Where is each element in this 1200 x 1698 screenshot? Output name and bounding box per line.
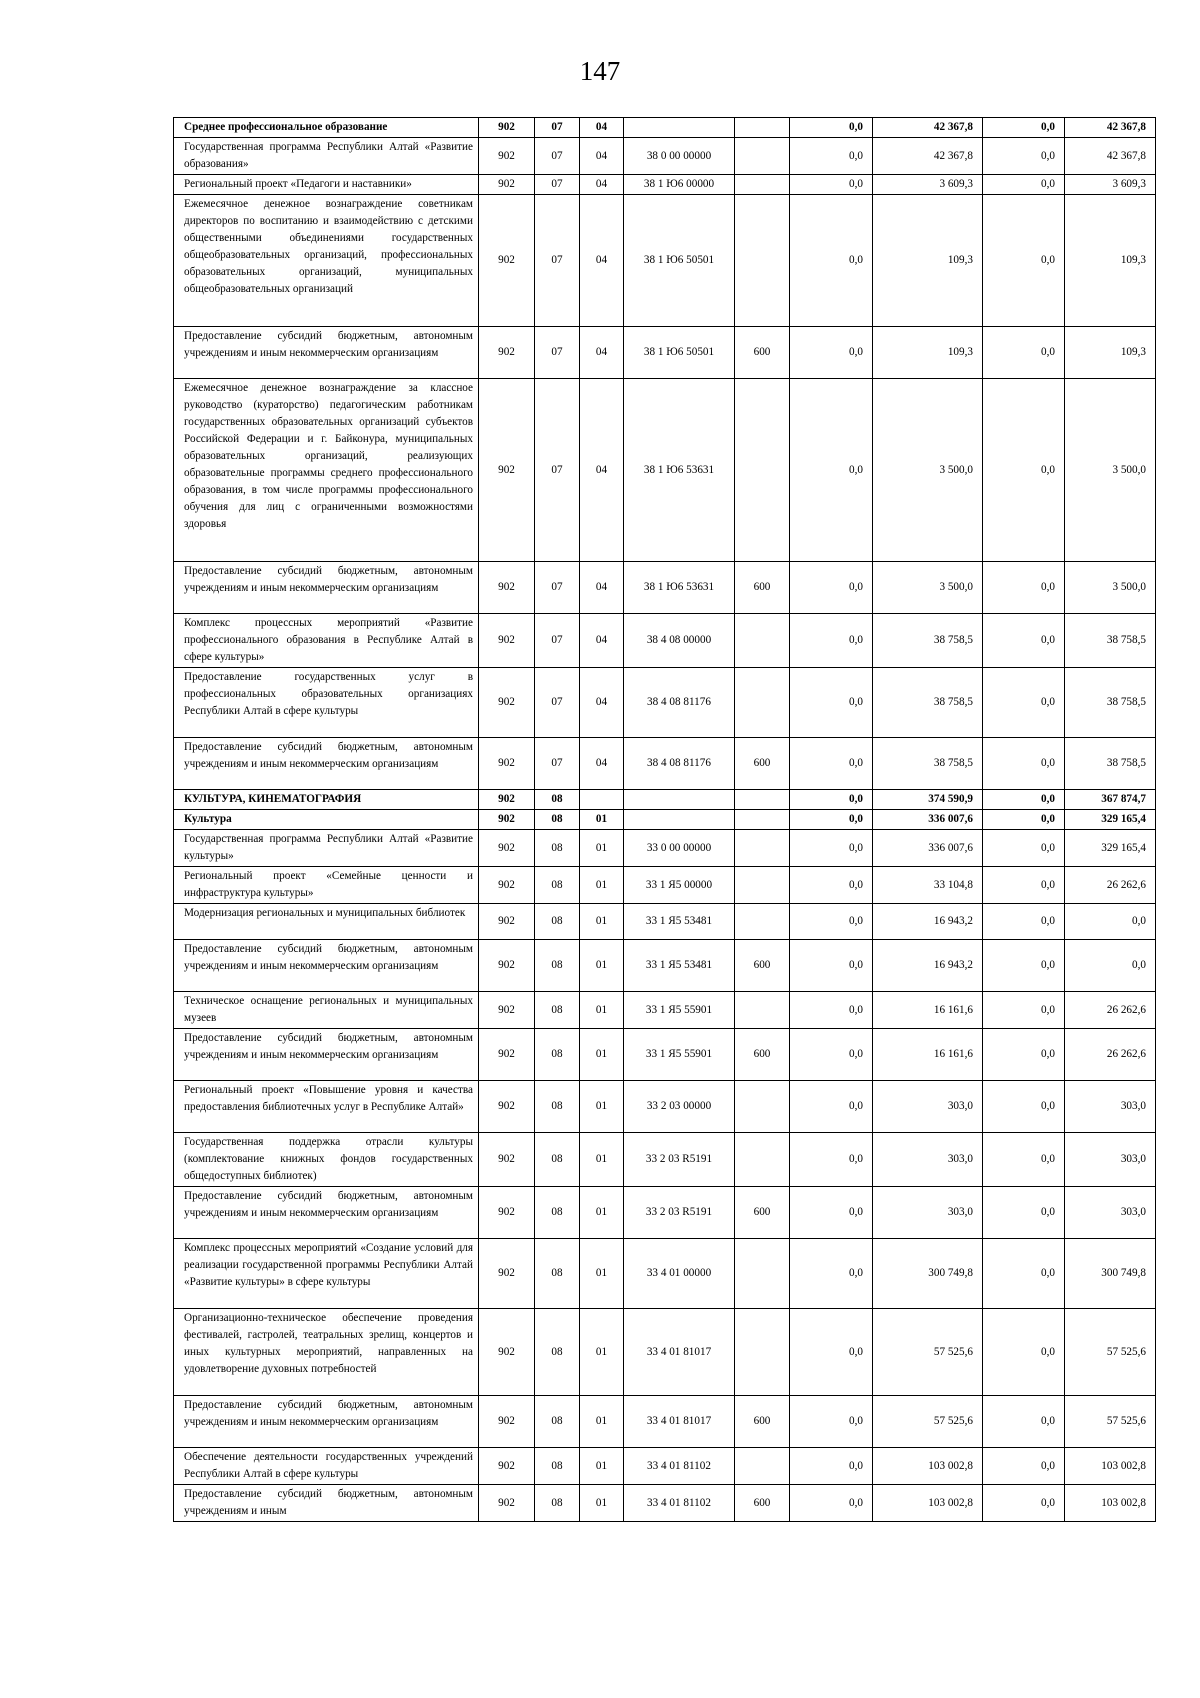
cell-amount-2: 16 161,6 [873, 1029, 983, 1081]
cell-target-article [624, 790, 735, 810]
cell-amount-3: 0,0 [983, 327, 1065, 379]
cell-amount-4: 0,0 [1065, 940, 1156, 992]
cell-grbs: 902 [479, 790, 535, 810]
cell-expense-type [735, 1309, 790, 1396]
cell-subsection: 04 [580, 195, 624, 327]
row-name: Государственная программа Республики Алтай «Развитие культуры» [174, 830, 479, 867]
table-row [174, 790, 1156, 810]
cell-expense-type [735, 1448, 790, 1485]
table-row [174, 562, 1156, 614]
row-name: Предоставление субсидий бюджетным, автономным учреждениям и иным некоммерческим организациям [174, 940, 479, 992]
row-name: КУЛЬТУРА, КИНЕМАТОГРАФИЯ [174, 790, 479, 810]
cell-section: 08 [535, 992, 580, 1029]
cell-subsection: 01 [580, 1485, 624, 1522]
cell-expense-type [735, 1133, 790, 1187]
cell-target-article: 33 1 Я5 53481 [624, 940, 735, 992]
cell-expense-type: 600 [735, 562, 790, 614]
cell-amount-1: 0,0 [790, 904, 873, 940]
cell-expense-type: 600 [735, 1187, 790, 1239]
cell-grbs: 902 [479, 738, 535, 790]
cell-subsection: 04 [580, 327, 624, 379]
cell-section: 08 [535, 1485, 580, 1522]
cell-section: 08 [535, 867, 580, 904]
cell-grbs: 902 [479, 867, 535, 904]
cell-section: 08 [535, 1396, 580, 1448]
table-row [174, 379, 1156, 562]
cell-amount-1: 0,0 [790, 1448, 873, 1485]
cell-amount-3: 0,0 [983, 1309, 1065, 1396]
cell-amount-4: 3 609,3 [1065, 175, 1156, 195]
cell-target-article: 33 2 03 00000 [624, 1081, 735, 1133]
table-row [174, 118, 1156, 138]
cell-amount-4: 0,0 [1065, 904, 1156, 940]
cell-grbs: 902 [479, 614, 535, 668]
cell-amount-1: 0,0 [790, 1309, 873, 1396]
cell-amount-1: 0,0 [790, 867, 873, 904]
cell-subsection: 01 [580, 940, 624, 992]
cell-amount-4: 3 500,0 [1065, 379, 1156, 562]
cell-section: 08 [535, 1029, 580, 1081]
cell-expense-type [735, 830, 790, 867]
cell-grbs: 902 [479, 1029, 535, 1081]
cell-amount-4: 42 367,8 [1065, 118, 1156, 138]
cell-amount-1: 0,0 [790, 614, 873, 668]
cell-expense-type [735, 1239, 790, 1309]
cell-grbs: 902 [479, 1081, 535, 1133]
cell-subsection: 01 [580, 1309, 624, 1396]
table-row [174, 1081, 1156, 1133]
cell-amount-2: 57 525,6 [873, 1309, 983, 1396]
cell-amount-3: 0,0 [983, 1239, 1065, 1309]
cell-grbs: 902 [479, 1309, 535, 1396]
cell-amount-3: 0,0 [983, 1133, 1065, 1187]
row-name: Ежемесячное денежное вознаграждение советникам директоров по воспитанию и взаимодействию с детскими общественными объединениями государственных общеобразовательных организаций, профессиональных образовательных организаций, муниципальных общеобразовательных организаций [174, 195, 479, 327]
row-name: Предоставление субсидий бюджетным, автономным учреждениям и иным некоммерческим организациям [174, 738, 479, 790]
cell-amount-4: 57 525,6 [1065, 1309, 1156, 1396]
cell-expense-type [735, 195, 790, 327]
cell-target-article: 33 4 01 81102 [624, 1485, 735, 1522]
cell-section: 08 [535, 1448, 580, 1485]
cell-amount-3: 0,0 [983, 1187, 1065, 1239]
cell-amount-3: 0,0 [983, 175, 1065, 195]
cell-target-article: 33 1 Я5 55901 [624, 992, 735, 1029]
cell-expense-type: 600 [735, 1029, 790, 1081]
cell-grbs: 902 [479, 904, 535, 940]
cell-amount-3: 0,0 [983, 195, 1065, 327]
cell-amount-1: 0,0 [790, 1029, 873, 1081]
cell-section: 07 [535, 614, 580, 668]
cell-section: 08 [535, 940, 580, 992]
cell-amount-1: 0,0 [790, 738, 873, 790]
table-row [174, 327, 1156, 379]
cell-subsection: 01 [580, 1133, 624, 1187]
cell-section: 08 [535, 1081, 580, 1133]
cell-target-article: 38 1 Ю6 53631 [624, 379, 735, 562]
cell-target-article: 33 2 03 R5191 [624, 1133, 735, 1187]
cell-target-article: 38 1 Ю6 00000 [624, 175, 735, 195]
cell-amount-4: 26 262,6 [1065, 1029, 1156, 1081]
cell-section: 08 [535, 790, 580, 810]
cell-subsection: 01 [580, 1187, 624, 1239]
cell-section: 08 [535, 1187, 580, 1239]
cell-subsection: 04 [580, 138, 624, 175]
cell-subsection: 01 [580, 904, 624, 940]
cell-amount-4: 300 749,8 [1065, 1239, 1156, 1309]
cell-amount-2: 303,0 [873, 1187, 983, 1239]
cell-amount-2: 103 002,8 [873, 1485, 983, 1522]
cell-amount-1: 0,0 [790, 1133, 873, 1187]
cell-amount-2: 109,3 [873, 195, 983, 327]
table-row [174, 1485, 1156, 1522]
cell-amount-3: 0,0 [983, 1029, 1065, 1081]
cell-grbs: 902 [479, 562, 535, 614]
cell-target-article [624, 118, 735, 138]
cell-amount-3: 0,0 [983, 790, 1065, 810]
cell-section: 07 [535, 138, 580, 175]
cell-grbs: 902 [479, 175, 535, 195]
cell-amount-3: 0,0 [983, 867, 1065, 904]
cell-amount-3: 0,0 [983, 668, 1065, 738]
cell-target-article: 33 4 01 00000 [624, 1239, 735, 1309]
cell-grbs: 902 [479, 1396, 535, 1448]
cell-amount-4: 57 525,6 [1065, 1396, 1156, 1448]
row-name: Региональный проект «Педагоги и наставники» [174, 175, 479, 195]
cell-target-article: 33 1 Я5 00000 [624, 867, 735, 904]
cell-amount-1: 0,0 [790, 118, 873, 138]
cell-amount-2: 303,0 [873, 1081, 983, 1133]
table-row [174, 738, 1156, 790]
cell-amount-4: 103 002,8 [1065, 1448, 1156, 1485]
cell-amount-2: 300 749,8 [873, 1239, 983, 1309]
cell-subsection: 01 [580, 1396, 624, 1448]
cell-grbs: 902 [479, 992, 535, 1029]
cell-expense-type [735, 614, 790, 668]
cell-amount-1: 0,0 [790, 1239, 873, 1309]
cell-amount-2: 38 758,5 [873, 614, 983, 668]
row-name: Государственная программа Республики Алтай «Развитие образования» [174, 138, 479, 175]
cell-amount-1: 0,0 [790, 790, 873, 810]
cell-amount-4: 38 758,5 [1065, 614, 1156, 668]
row-name: Предоставление государственных услуг в профессиональных образовательных организациях Республики Алтай в сфере культуры [174, 668, 479, 738]
cell-amount-4: 303,0 [1065, 1187, 1156, 1239]
cell-amount-3: 0,0 [983, 379, 1065, 562]
cell-amount-4: 109,3 [1065, 327, 1156, 379]
row-name: Региональный проект «Семейные ценности и инфраструктура культуры» [174, 867, 479, 904]
cell-amount-3: 0,0 [983, 810, 1065, 830]
row-name: Обеспечение деятельности государственных учреждений Республики Алтай в сфере культуры [174, 1448, 479, 1485]
cell-expense-type [735, 138, 790, 175]
table-row [174, 195, 1156, 327]
row-name: Комплекс процессных мероприятий «Создание условий для реализации государственной программы Республики Алтай «Развитие культуры» в сфере культуры [174, 1239, 479, 1309]
cell-section: 08 [535, 830, 580, 867]
row-name: Предоставление субсидий бюджетным, автономным учреждениям и иным некоммерческим организациям [174, 562, 479, 614]
row-name: Техническое оснащение региональных и муниципальных музеев [174, 992, 479, 1029]
cell-amount-3: 0,0 [983, 1081, 1065, 1133]
cell-grbs: 902 [479, 195, 535, 327]
table-row [174, 1448, 1156, 1485]
cell-expense-type [735, 992, 790, 1029]
cell-amount-2: 38 758,5 [873, 668, 983, 738]
cell-amount-2: 16 943,2 [873, 940, 983, 992]
cell-amount-4: 109,3 [1065, 195, 1156, 327]
cell-amount-2: 38 758,5 [873, 738, 983, 790]
cell-amount-2: 303,0 [873, 1133, 983, 1187]
cell-section: 07 [535, 118, 580, 138]
cell-amount-4: 38 758,5 [1065, 738, 1156, 790]
cell-expense-type [735, 810, 790, 830]
cell-amount-1: 0,0 [790, 992, 873, 1029]
table-row [174, 614, 1156, 668]
row-name: Предоставление субсидий бюджетным, автономным учреждениям и иным некоммерческим организациям [174, 1396, 479, 1448]
cell-section: 07 [535, 175, 580, 195]
cell-expense-type [735, 1081, 790, 1133]
cell-target-article: 33 2 03 R5191 [624, 1187, 735, 1239]
cell-amount-2: 103 002,8 [873, 1448, 983, 1485]
row-name: Организационно-техническое обеспечение проведения фестивалей, гастролей, театральных зрелищ, концертов и иных культурных мероприятий, направленных на удовлетворение духовных потребностей [174, 1309, 479, 1396]
row-name: Ежемесячное денежное вознаграждение за классное руководство (кураторство) педагогическим работникам государственных образовательных организаций субъектов Российской Федерации и г. Байконура, муниципальных образовательных организаций, реализующих образовательные программы среднего профессионального образования, в том числе программы профессионального обучения для лиц с ограниченными возможностями здоровья [174, 379, 479, 562]
cell-subsection: 01 [580, 1239, 624, 1309]
cell-grbs: 902 [479, 1448, 535, 1485]
cell-amount-2: 3 500,0 [873, 379, 983, 562]
cell-expense-type [735, 867, 790, 904]
cell-target-article: 33 4 01 81017 [624, 1309, 735, 1396]
cell-expense-type: 600 [735, 1485, 790, 1522]
table-row [174, 940, 1156, 992]
cell-amount-4: 329 165,4 [1065, 830, 1156, 867]
cell-section: 07 [535, 738, 580, 790]
cell-amount-1: 0,0 [790, 1187, 873, 1239]
cell-target-article: 38 4 08 81176 [624, 668, 735, 738]
cell-amount-3: 0,0 [983, 904, 1065, 940]
cell-section: 07 [535, 379, 580, 562]
table-row [174, 1396, 1156, 1448]
cell-amount-1: 0,0 [790, 195, 873, 327]
budget-table [173, 117, 1156, 1522]
cell-section: 08 [535, 1133, 580, 1187]
cell-amount-1: 0,0 [790, 327, 873, 379]
cell-subsection: 01 [580, 992, 624, 1029]
cell-amount-1: 0,0 [790, 940, 873, 992]
cell-section: 08 [535, 1239, 580, 1309]
cell-subsection: 01 [580, 1448, 624, 1485]
table-body [174, 118, 1156, 1522]
cell-expense-type [735, 668, 790, 738]
cell-subsection: 04 [580, 379, 624, 562]
cell-amount-2: 57 525,6 [873, 1396, 983, 1448]
cell-amount-4: 3 500,0 [1065, 562, 1156, 614]
table-row [174, 810, 1156, 830]
cell-target-article: 38 4 08 81176 [624, 738, 735, 790]
table-row [174, 1239, 1156, 1309]
cell-amount-3: 0,0 [983, 992, 1065, 1029]
cell-amount-2: 3 609,3 [873, 175, 983, 195]
cell-target-article [624, 810, 735, 830]
cell-amount-4: 26 262,6 [1065, 867, 1156, 904]
row-name: Среднее профессиональное образование [174, 118, 479, 138]
cell-expense-type: 600 [735, 940, 790, 992]
row-name: Предоставление субсидий бюджетным, автономным учреждениям и иным некоммерческим организациям [174, 1029, 479, 1081]
cell-amount-1: 0,0 [790, 668, 873, 738]
table-row [174, 1029, 1156, 1081]
cell-grbs: 902 [479, 940, 535, 992]
cell-expense-type: 600 [735, 1396, 790, 1448]
cell-amount-4: 26 262,6 [1065, 992, 1156, 1029]
cell-amount-2: 374 590,9 [873, 790, 983, 810]
cell-amount-3: 0,0 [983, 738, 1065, 790]
cell-amount-4: 103 002,8 [1065, 1485, 1156, 1522]
cell-amount-1: 0,0 [790, 810, 873, 830]
cell-amount-2: 16 161,6 [873, 992, 983, 1029]
cell-amount-2: 3 500,0 [873, 562, 983, 614]
cell-amount-4: 303,0 [1065, 1133, 1156, 1187]
cell-expense-type [735, 904, 790, 940]
table-row [174, 138, 1156, 175]
cell-amount-2: 336 007,6 [873, 830, 983, 867]
cell-amount-1: 0,0 [790, 379, 873, 562]
cell-target-article: 33 1 Я5 53481 [624, 904, 735, 940]
cell-grbs: 902 [479, 810, 535, 830]
table-row [174, 1133, 1156, 1187]
cell-subsection: 01 [580, 810, 624, 830]
row-name: Модернизация региональных и муниципальных библиотек [174, 904, 479, 940]
cell-grbs: 902 [479, 830, 535, 867]
cell-target-article: 33 4 01 81017 [624, 1396, 735, 1448]
cell-subsection: 04 [580, 562, 624, 614]
cell-subsection: 04 [580, 614, 624, 668]
cell-amount-1: 0,0 [790, 1396, 873, 1448]
cell-amount-4: 329 165,4 [1065, 810, 1156, 830]
cell-amount-1: 0,0 [790, 1485, 873, 1522]
row-name: Культура [174, 810, 479, 830]
cell-grbs: 902 [479, 327, 535, 379]
cell-subsection: 04 [580, 118, 624, 138]
cell-target-article: 33 0 00 00000 [624, 830, 735, 867]
row-name: Предоставление субсидий бюджетным, автономным учреждениям и иным некоммерческим организациям [174, 327, 479, 379]
cell-subsection [580, 790, 624, 810]
cell-amount-4: 367 874,7 [1065, 790, 1156, 810]
cell-target-article: 38 0 00 00000 [624, 138, 735, 175]
cell-expense-type [735, 175, 790, 195]
cell-amount-3: 0,0 [983, 562, 1065, 614]
table-row [174, 1187, 1156, 1239]
cell-section: 08 [535, 810, 580, 830]
table-row [174, 668, 1156, 738]
table-row [174, 992, 1156, 1029]
cell-grbs: 902 [479, 1485, 535, 1522]
cell-section: 07 [535, 195, 580, 327]
cell-subsection: 01 [580, 1081, 624, 1133]
cell-expense-type [735, 379, 790, 562]
cell-amount-1: 0,0 [790, 830, 873, 867]
cell-amount-3: 0,0 [983, 940, 1065, 992]
cell-amount-3: 0,0 [983, 138, 1065, 175]
cell-amount-2: 109,3 [873, 327, 983, 379]
cell-target-article: 38 1 Ю6 50501 [624, 195, 735, 327]
row-name: Региональный проект «Повышение уровня и качества предоставления библиотечных услуг в Республике Алтай» [174, 1081, 479, 1133]
cell-amount-4: 38 758,5 [1065, 668, 1156, 738]
cell-section: 07 [535, 668, 580, 738]
table-row [174, 1309, 1156, 1396]
cell-amount-2: 336 007,6 [873, 810, 983, 830]
cell-grbs: 902 [479, 379, 535, 562]
cell-amount-1: 0,0 [790, 1081, 873, 1133]
cell-amount-3: 0,0 [983, 1485, 1065, 1522]
cell-expense-type [735, 118, 790, 138]
cell-subsection: 04 [580, 738, 624, 790]
cell-section: 08 [535, 1309, 580, 1396]
row-name: Предоставление субсидий бюджетным, автономным учреждениям и иным некоммерческим организациям [174, 1187, 479, 1239]
cell-target-article: 38 1 Ю6 53631 [624, 562, 735, 614]
row-name: Комплекс процессных мероприятий «Развитие профессионального образования в Республике Алтай в сфере культуры» [174, 614, 479, 668]
cell-grbs: 902 [479, 118, 535, 138]
cell-target-article: 38 4 08 00000 [624, 614, 735, 668]
cell-grbs: 902 [479, 1239, 535, 1309]
cell-target-article: 33 4 01 81102 [624, 1448, 735, 1485]
cell-target-article: 33 1 Я5 55901 [624, 1029, 735, 1081]
cell-amount-3: 0,0 [983, 118, 1065, 138]
cell-amount-2: 16 943,2 [873, 904, 983, 940]
cell-grbs: 902 [479, 1187, 535, 1239]
cell-grbs: 902 [479, 668, 535, 738]
row-name: Предоставление субсидий бюджетным, автономным учреждениям и иным [174, 1485, 479, 1522]
row-name: Государственная поддержка отрасли культуры (комплектование книжных фондов государственных общедоступных библиотек) [174, 1133, 479, 1187]
cell-amount-1: 0,0 [790, 175, 873, 195]
cell-target-article: 38 1 Ю6 50501 [624, 327, 735, 379]
cell-expense-type [735, 790, 790, 810]
cell-amount-3: 0,0 [983, 1448, 1065, 1485]
cell-amount-2: 42 367,8 [873, 138, 983, 175]
table-row [174, 175, 1156, 195]
table-row [174, 904, 1156, 940]
cell-amount-3: 0,0 [983, 614, 1065, 668]
cell-subsection: 01 [580, 830, 624, 867]
cell-subsection: 04 [580, 175, 624, 195]
table-row [174, 867, 1156, 904]
cell-subsection: 04 [580, 668, 624, 738]
cell-amount-3: 0,0 [983, 830, 1065, 867]
cell-amount-1: 0,0 [790, 562, 873, 614]
cell-amount-1: 0,0 [790, 138, 873, 175]
table-row [174, 830, 1156, 867]
cell-subsection: 01 [580, 867, 624, 904]
cell-amount-2: 33 104,8 [873, 867, 983, 904]
cell-amount-4: 42 367,8 [1065, 138, 1156, 175]
page-number: 147 [579, 56, 621, 86]
cell-subsection: 01 [580, 1029, 624, 1081]
cell-expense-type: 600 [735, 327, 790, 379]
cell-amount-4: 303,0 [1065, 1081, 1156, 1133]
cell-section: 07 [535, 562, 580, 614]
cell-section: 07 [535, 327, 580, 379]
cell-amount-2: 42 367,8 [873, 118, 983, 138]
cell-grbs: 902 [479, 1133, 535, 1187]
cell-expense-type: 600 [735, 738, 790, 790]
cell-grbs: 902 [479, 138, 535, 175]
cell-section: 08 [535, 904, 580, 940]
cell-amount-3: 0,0 [983, 1396, 1065, 1448]
